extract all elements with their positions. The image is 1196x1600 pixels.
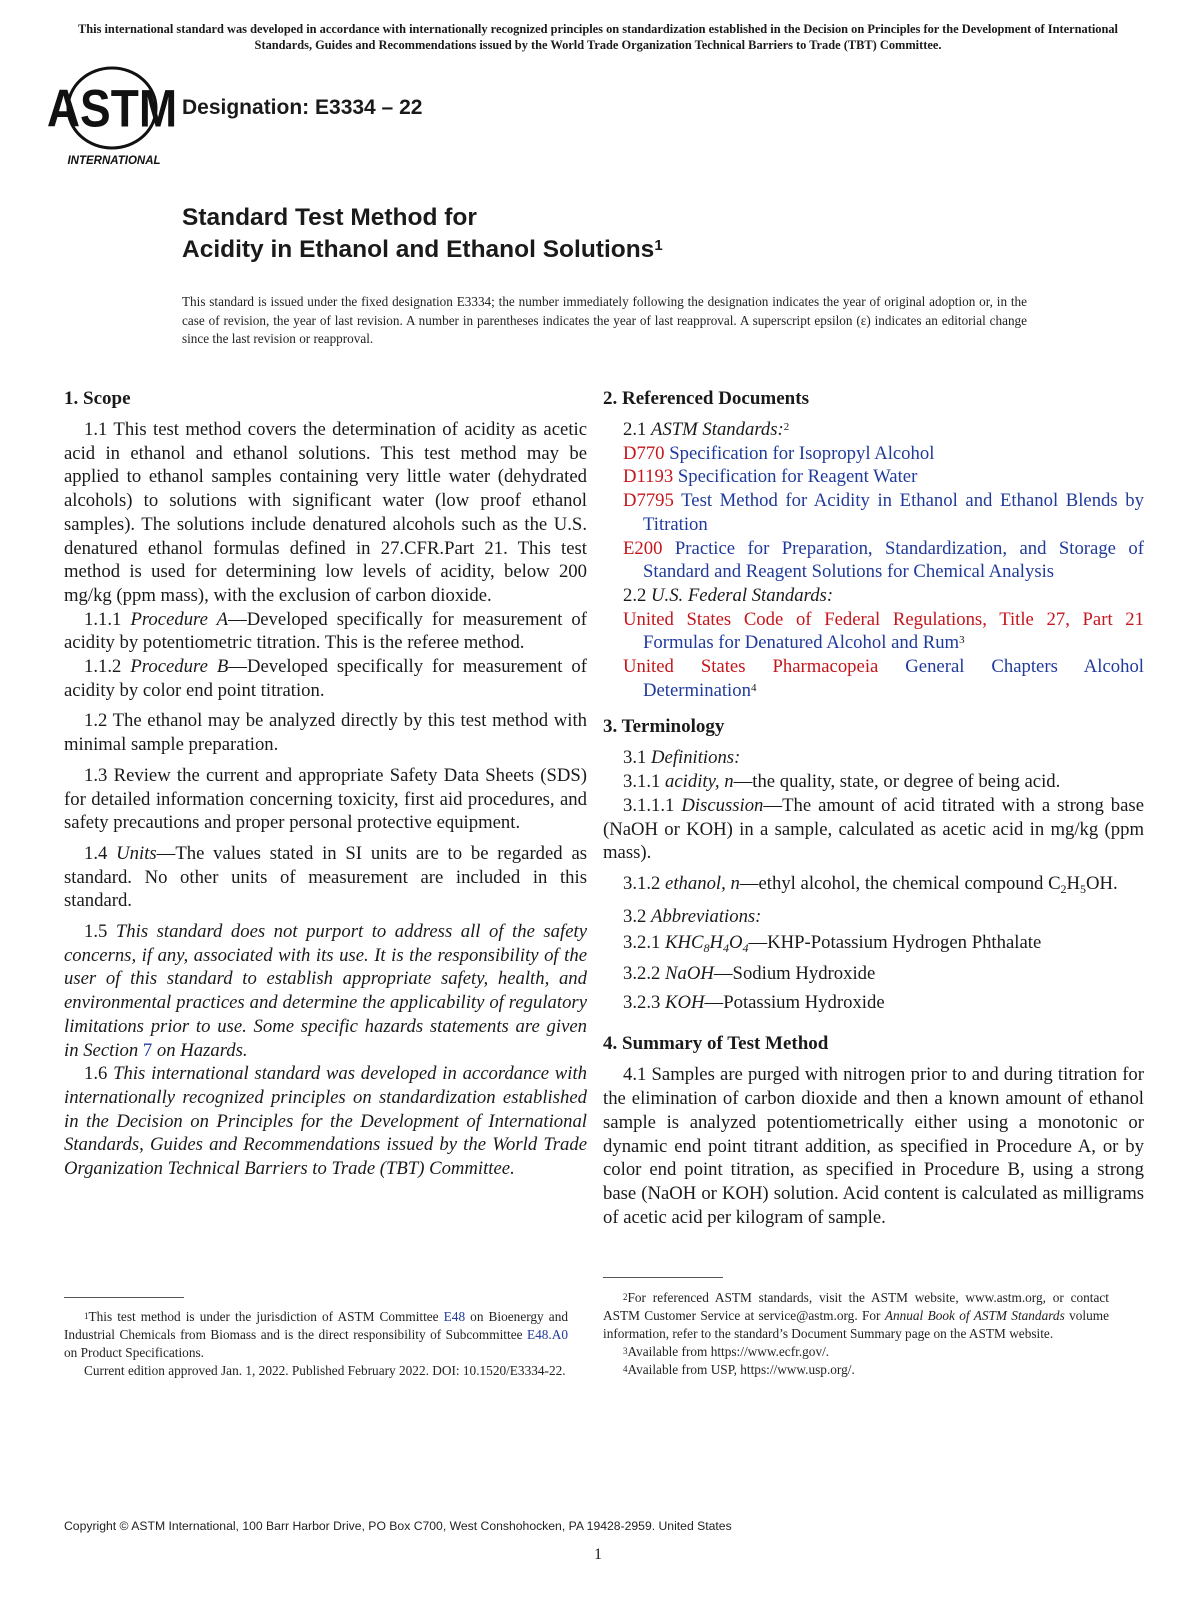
abbr-koh: 3.2.3 KOH—Potassium Hydroxide bbox=[623, 991, 885, 1013]
right-column bbox=[603, 387, 1144, 1229]
para-1-1-2: 1.1.2 Procedure B—Developed specifically for measurement of acidity by color end point titration. bbox=[64, 656, 588, 701]
copyright: Copyright © ASTM International, 100 Barr Harbor Drive, PO Box C700, West Conshohocken, PA 19428-2959. United States bbox=[64, 1519, 732, 1533]
ref-cfr[interactable]: United States Code of Federal Regulations, Title 27, Part 21 Formulas for Denatured Alcohol and Rum$^3$ bbox=[623, 608, 1144, 654]
footnote-rule-left bbox=[64, 1297, 184, 1298]
tbt-notice: This international standard was developed in accordance with internationally recognized principles on standardization established in the Decision on Principles for the Development of International Standards, Guides and Recommendations issued by the World Trade Organization Technical Barriers to Trade (TBT) Committee. bbox=[77, 22, 1119, 52]
left-column bbox=[64, 387, 587, 1181]
def-acidity: 3.1.1 acidity, n—the quality, state, or degree of being acid. bbox=[623, 771, 1061, 793]
ref-e200[interactable]: E200 Practice for Preparation, Standardization, and Storage of Standard and Reagent Solutions for Chemical Analysis bbox=[623, 537, 1144, 583]
footnote-3: $^3$Available from https://www.ecfr.gov/. bbox=[623, 1344, 830, 1359]
section-terminology-heading: 3. Terminology bbox=[603, 716, 725, 738]
ref-d7795[interactable]: D7795 Test Method for Acidity in Ethanol and Ethanol Blends by Titration bbox=[623, 490, 1144, 535]
logo-text: INTERNATIONAL bbox=[67, 155, 161, 167]
ref-usp[interactable]: United States Pharmacopeia General Chapters Alcohol Determination$^4$ bbox=[623, 656, 1144, 701]
section-scope-heading: 1. Scope bbox=[64, 388, 131, 409]
para-1-5: 1.5 This standard does not purport to address all of the safety concerns, if any, associated with its use. It is the responsibility of the user of this standard to establish appropriate safety, health, and environmental practices and determine the applicability of regulatory limitations prior to use. Some specific hazards statements are given in Section 7 on Hazards. bbox=[64, 921, 587, 1061]
section-summary-heading: 4. Summary of Test Method bbox=[603, 1033, 829, 1055]
def-ethanol: 3.1.2 ethanol, n—ethyl alcohol, the chemical compound $C_2H_5OH$. bbox=[623, 872, 1118, 896]
section-7-link[interactable]: 7 bbox=[142, 1039, 153, 1061]
issue-note: This standard is issued under the fixed designation E3334; the number immediately following the designation indicates the year of original adoption or, in the case of revision, the year of last revision. A number in parentheses indicates the year of last reapproval. A superscript epsilon (ε) indicates an editorial change since the last revision or reapproval. bbox=[182, 294, 1027, 346]
sub-3-1: 3.1 Definitions: bbox=[623, 747, 741, 769]
footnotes-left bbox=[64, 1308, 568, 1380]
def-acidity-discussion: 3.1.1.1 Discussion—The amount of acid titrated with a strong base (NaOH or KOH) in a sample, calculated as acetic acid in mg/kg (ppm mass). bbox=[603, 794, 1144, 864]
footnote-1: $^1$This test method is under the jurisdiction of ASTM Committee E48 on Bioenergy and Industrial Chemicals from Biomass and is the direct responsibility of Subcommittee E48.A0 on Product Specifications. bbox=[64, 1309, 568, 1360]
document-title bbox=[182, 202, 663, 266]
title-line-2: Acidity in Ethanol and Ethanol Solutions bbox=[182, 236, 655, 263]
astm-logo bbox=[46, 62, 178, 170]
ref-d770[interactable]: D770 Specification for Isopropyl Alcohol bbox=[623, 442, 935, 464]
page-number: 1 bbox=[594, 1546, 602, 1563]
sub-2-1: 2.1 ASTM Standards:$^2$ bbox=[623, 419, 790, 440]
ref-d1193[interactable]: D1193 Specification for Reagent Water bbox=[623, 466, 918, 488]
section-refdocs-heading: 2. Referenced Documents bbox=[603, 388, 809, 409]
para-1-1-1: 1.1.1 Procedure A—Developed specifically for measurement of acidity by potentiometric titration. This is the referee method. bbox=[64, 608, 588, 654]
para-1-6: 1.6 This international standard was developed in accordance with internationally recognized principles on standardization established in the Decision on Principles for the Development of International Standards, Guides and Recommendations issued by the World Trade Organization Technical Barriers to Trade (TBT) Committee. bbox=[64, 1063, 587, 1180]
footnote-rule-right bbox=[603, 1277, 723, 1278]
para-1-1: 1.1 This test method covers the determination of acidity as acetic acid in ethanol and ethanol solutions. This test method may be applied to ethanol samples containing very little water (dehydrated alcohols) to solutions with significant water (low proof ethanol samples). The solutions include denatured alcohols such as the U.S. denatured ethanol formulas defined in 27.CFR.Part 21. This test method is used for determining low levels of acidity, below 200 mg/kg (ppm mass), with the exclusion of carbon dioxide. bbox=[64, 419, 587, 606]
para-1-4: 1.4 Units—The values stated in SI units are to be regarded as standard. No other units of measurement are included in this standard. bbox=[64, 842, 588, 912]
title-line-1: Standard Test Method for bbox=[182, 204, 477, 231]
title-footnote-ref[interactable]: 1 bbox=[654, 237, 663, 254]
sub-3-2: 3.2 Abbreviations: bbox=[623, 905, 762, 927]
link-e48-a0[interactable]: E48.A0 bbox=[527, 1327, 568, 1342]
footnote-2: $^2$For referenced ASTM standards, visit the ASTM website, www.astm.org, or contact ASTM Customer Service at service@astm.org. For Annual Book of ASTM Standards volume information, refer to the standard’s Document Summary page on the ASTM website. bbox=[603, 1290, 1109, 1341]
link-e48[interactable]: E48 bbox=[443, 1309, 466, 1324]
designation: Designation: E3334 – 22 bbox=[182, 96, 423, 119]
abbr-naoh: 3.2.2 NaOH—Sodium Hydroxide bbox=[623, 963, 876, 985]
para-4-1: 4.1 Samples are purged with nitrogen prior to and during titration for the elimination of carbon dioxide and then a known amount of ethanol sample is analyzed potentiometrically either using a monotonic or dynamic end point titrant addition, as specified in Procedure A, or by color end point titration, as specified in Procedure B, using a strong base (NaOH or KOH) solution. Acid content is calculated as milligrams of acetic acid per kilogram of sample. bbox=[603, 1064, 1144, 1228]
sub-2-2: 2.2 U.S. Federal Standards: bbox=[623, 584, 834, 606]
footnotes-right bbox=[603, 1289, 1109, 1379]
edition-note: Current edition approved Jan. 1, 2022. Published February 2022. DOI: 10.1520/E3334-22. bbox=[84, 1363, 566, 1378]
para-1-2: 1.2 The ethanol may be analyzed directly by this test method with minimal sample preparation. bbox=[64, 710, 587, 756]
footnote-4: $^4$Available from USP, https://www.usp.org/. bbox=[623, 1362, 855, 1377]
para-1-3: 1.3 Review the current and appropriate Safety Data Sheets (SDS) for detailed information concerning toxicity, first aid procedures, and safety precautions and proper personal protective equipment. bbox=[64, 764, 587, 834]
svg-text:ASTM: ASTM bbox=[46, 78, 178, 139]
abbr-khp: 3.2.1 $KHC_8H_4O_4—KHP$-Potassium Hydrogen Phthalate bbox=[623, 932, 1042, 956]
